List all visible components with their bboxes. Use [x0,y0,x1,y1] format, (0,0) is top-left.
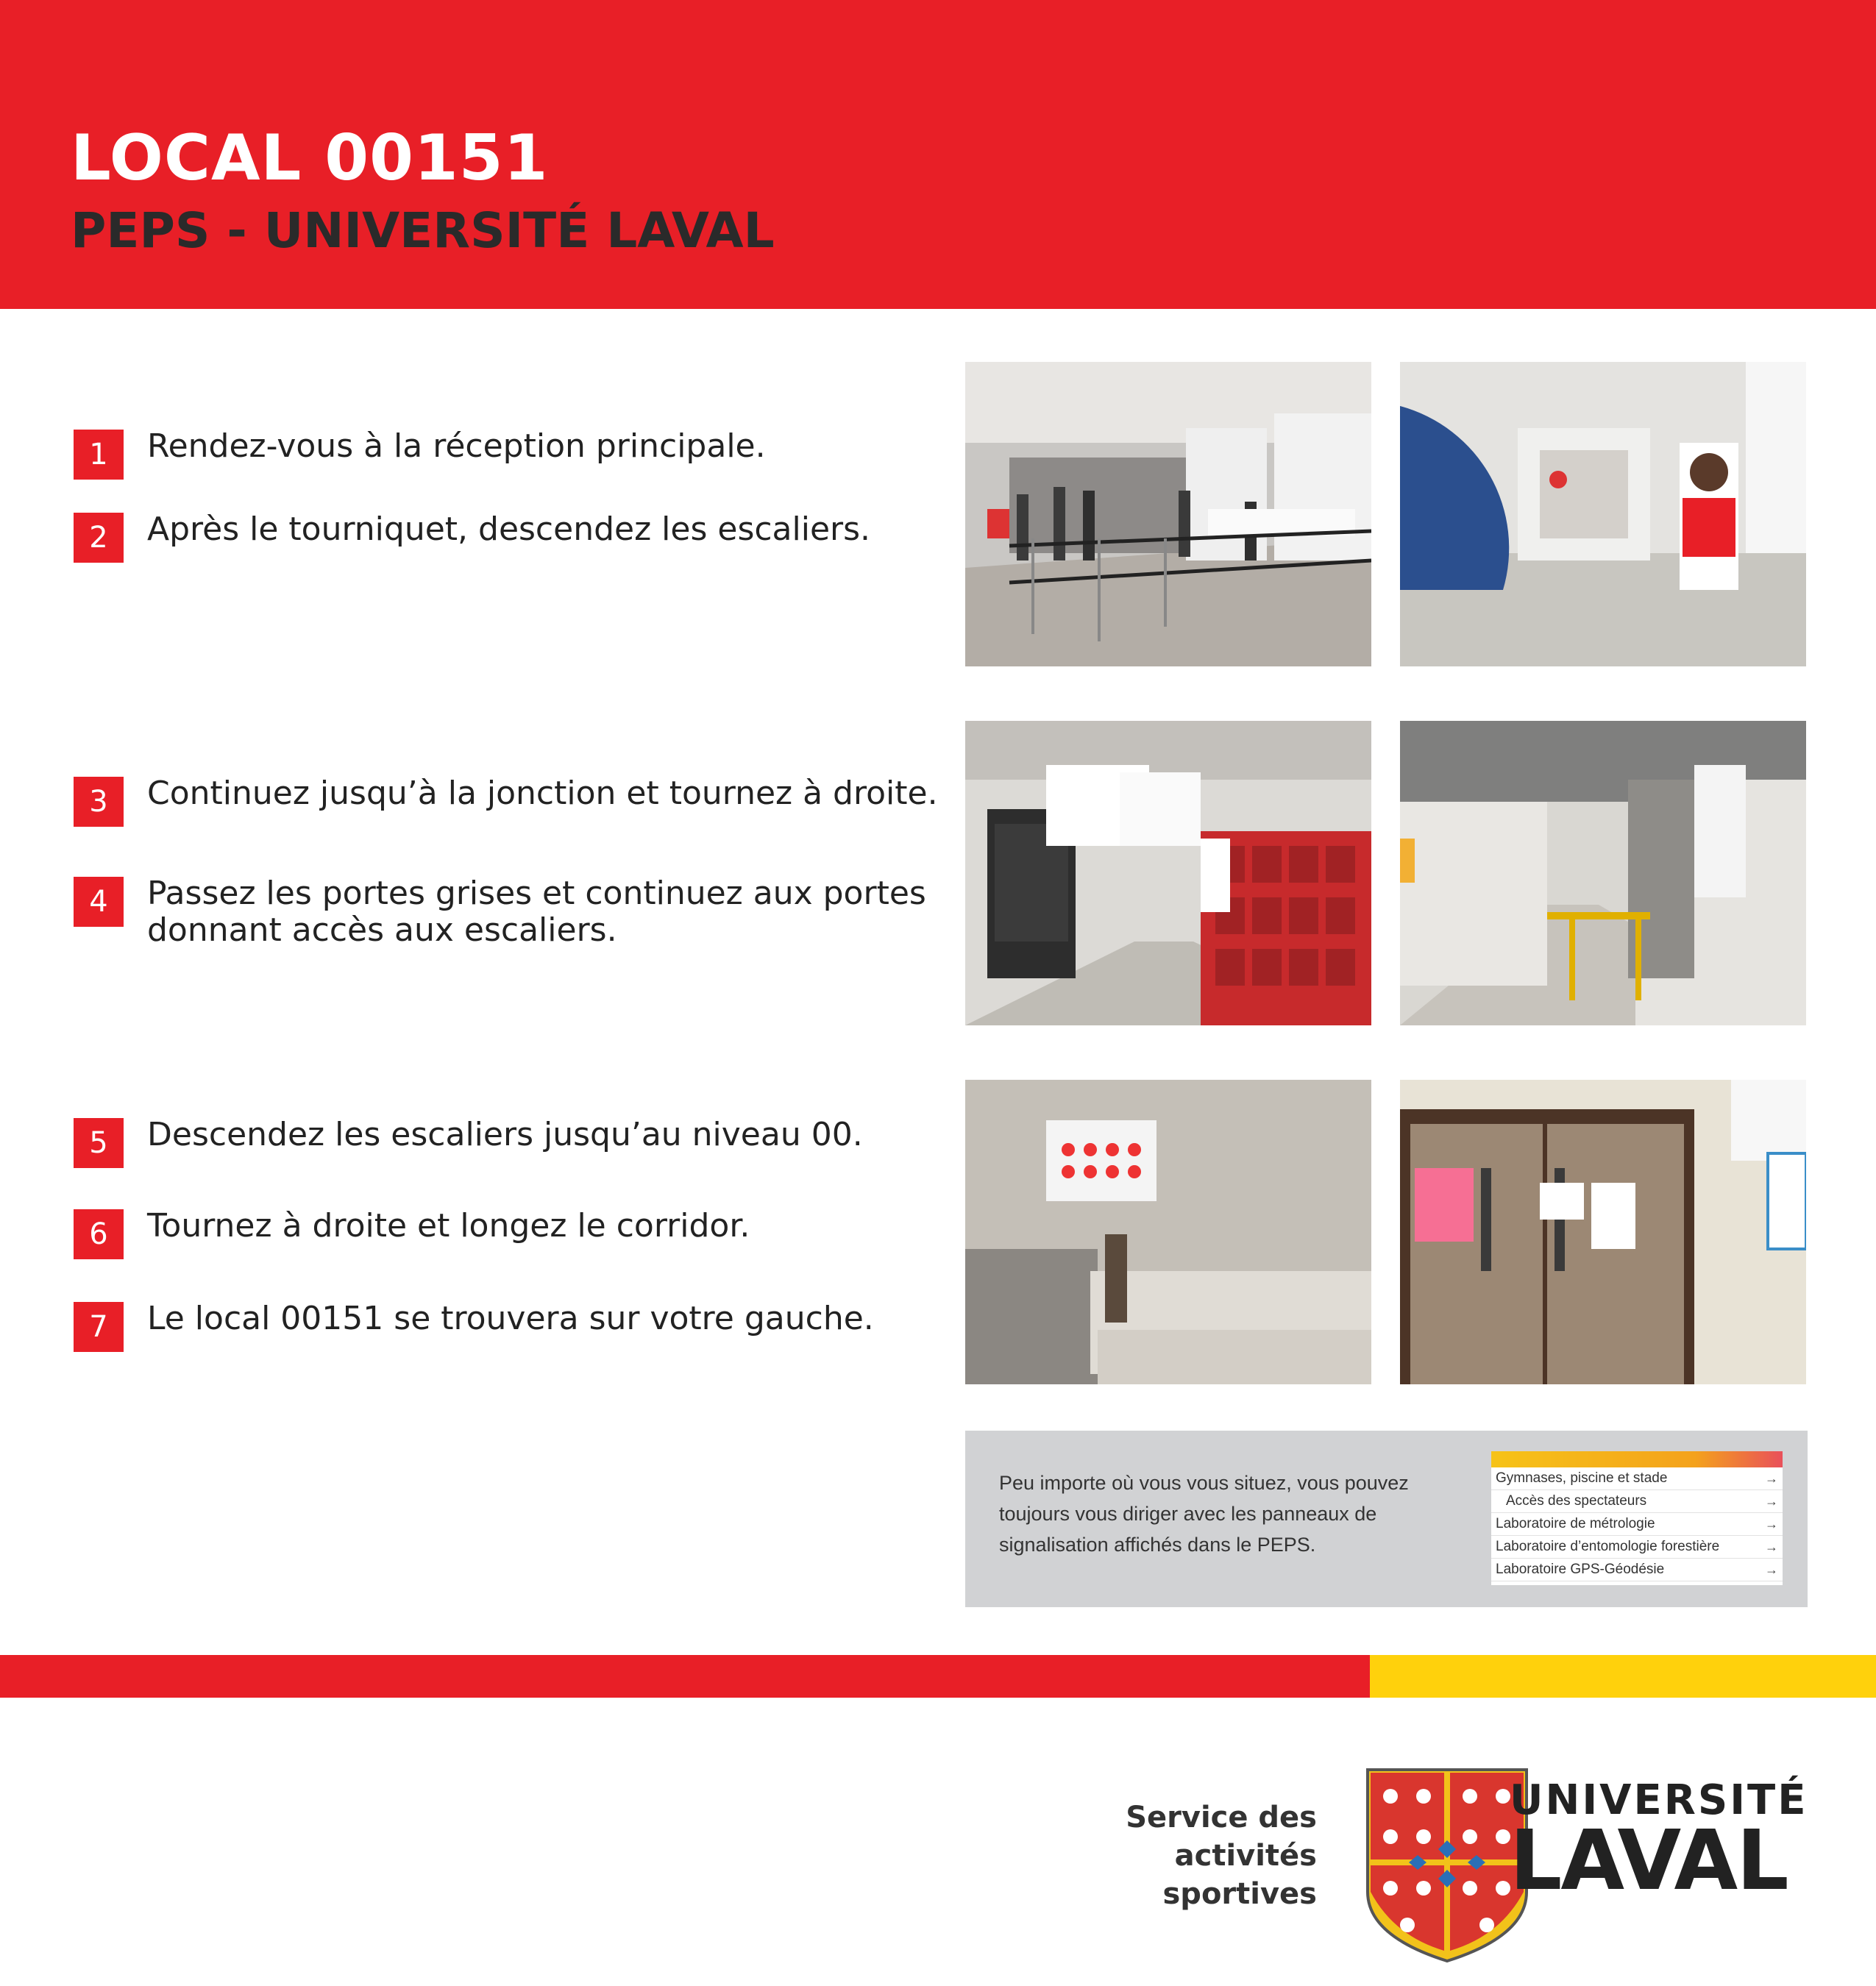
signage-note [965,1431,1808,1607]
step-6 [74,1208,956,1259]
step-number-badge: 4 [74,877,124,927]
arrow-right-icon: → [1765,1562,1778,1577]
step-number-badge: 1 [74,430,124,480]
step-text: Le local 00151 se trouvera sur votre gauche. [147,1300,874,1337]
step-number-badge: 2 [74,513,124,563]
signage-row [1491,1467,1783,1490]
signage-row [1491,1513,1783,1536]
step-5 [74,1117,956,1168]
service-line-2: activités sportives [1162,1839,1317,1911]
step-4 [74,875,956,949]
signage-row [1491,1536,1783,1559]
university-wordmark-top: UNIVERSITÉ [1510,1776,1808,1824]
service-line-1: Service des [1126,1801,1317,1834]
footer-stripe-red [0,1655,1370,1698]
step-number-badge: 6 [74,1209,124,1259]
note-text: Peu importe où vous vous situez, vous pouvez toujours vous diriger avec les panneaux de signalisation affichés dans le PEPS. [999,1472,1409,1556]
photo-grey-doors [1400,721,1806,1025]
step-number-badge: 3 [74,777,124,827]
photo-staircase [965,1080,1371,1384]
university-wordmark-bottom: LAVAL [1510,1813,1788,1909]
arrow-right-icon: → [1765,1516,1778,1531]
step-text: Descendez les escaliers jusqu’au niveau 00. [147,1116,863,1153]
signage-label: Laboratoire de métrologie [1496,1516,1655,1531]
page-subtitle: PEPS - UNIVERSITÉ LAVAL [71,202,775,259]
step-number-badge: 7 [74,1302,124,1352]
step-text: Passez les portes grises et continuez aux portes donnant accès aux escaliers. [147,875,926,949]
photo-stairs-entrance [1400,362,1806,666]
signage-row [1491,1559,1783,1581]
step-text: Après le tourniquet, descendez les escaliers. [147,510,871,548]
step-text: Tournez à droite et longez le corridor. [147,1207,750,1245]
signage-label: Accès des spectateurs [1506,1493,1647,1509]
step-7 [74,1300,956,1352]
signage-color-bar [1491,1451,1783,1467]
photo-local-door [1400,1080,1806,1384]
signage-label: Laboratoire GPS-Géodésie [1496,1562,1665,1577]
signage-label: Laboratoire d’entomologie forestière [1496,1539,1720,1554]
arrow-right-icon: → [1765,1539,1778,1554]
page-title: LOCAL 00151 [71,121,549,195]
signage-label: Gymnases, piscine et stade [1496,1470,1668,1486]
step-2 [74,511,956,563]
signage-panel-image [1491,1451,1783,1585]
step-1 [74,428,956,480]
arrow-right-icon: → [1765,1470,1778,1486]
step-number-badge: 5 [74,1118,124,1168]
step-text: Continuez jusqu’à la jonction et tournez à droite. [147,775,938,812]
photo-reception [965,362,1371,666]
step-3 [74,775,956,827]
university-crest-logo [1365,1767,1529,1964]
signage-row [1491,1490,1783,1513]
arrow-right-icon: → [1765,1493,1778,1509]
service-name [1015,1798,1317,1913]
photo-locker-hallway [965,721,1371,1025]
step-text: Rendez-vous à la réception principale. [147,427,766,465]
header-banner [0,0,1876,309]
footer-stripe-yellow [1370,1655,1876,1698]
